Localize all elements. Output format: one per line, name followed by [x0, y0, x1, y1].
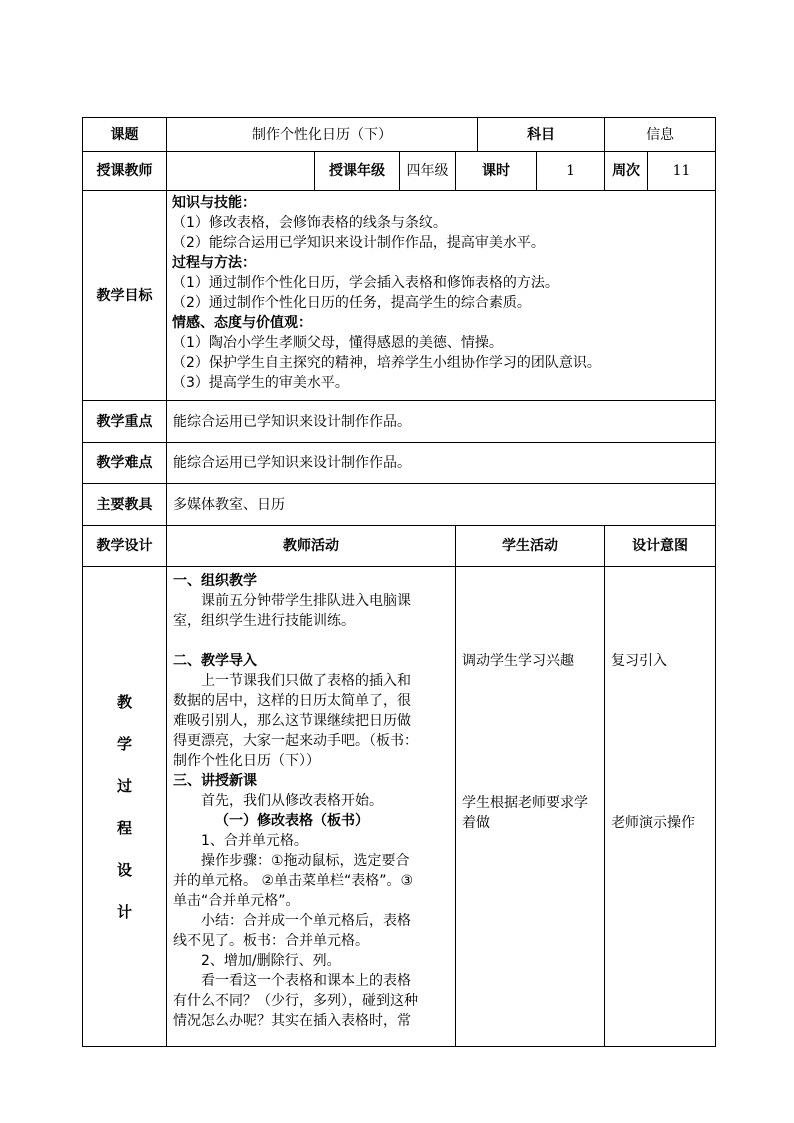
- activity-line: 首先，我们从修改表格开始。: [201, 793, 383, 809]
- design-intent-1: 复习引入: [611, 653, 668, 669]
- objective-heading: 过程与方法：: [172, 255, 256, 271]
- tools-label: 主要教具: [83, 484, 167, 526]
- difficulty-row: [83, 443, 716, 484]
- objective-item: （1）通过制作个性化日历，学会插入表格和修饰表格的方法。: [172, 275, 559, 291]
- activity-line: 有什么不同？（少行，多列），碰到这种: [173, 993, 418, 1009]
- subject-value: 信息: [605, 118, 716, 152]
- activity-line: [173, 631, 451, 651]
- section-heading: 一、组织教学: [173, 573, 257, 589]
- teacher-activity-content: [167, 567, 456, 1047]
- activity-line: 小结：合并成一个单元格后，表格: [201, 913, 411, 929]
- spacer: [611, 671, 711, 813]
- week-value: 11: [648, 152, 716, 191]
- teacher-label: 授课教师: [83, 152, 167, 191]
- student-activity-2: 学生根据老师要求学着做: [462, 795, 588, 831]
- activity-line: 制作个性化日历（下））: [173, 753, 320, 769]
- objective-item: （2）能综合运用已学知识来设计制作作品，提高审美水平。: [172, 235, 545, 251]
- student-activity-1: 调动学生学习兴趣: [462, 653, 574, 669]
- activity-line: 得更漂亮，大家一起来动手吧。（板书：: [173, 733, 418, 749]
- hours-label: 课时: [456, 152, 537, 191]
- design-intent-content: [605, 567, 716, 1047]
- spacer: [462, 671, 600, 793]
- hours-value: 1: [537, 152, 605, 191]
- activity-line: 室，组织学生进行技能训练。: [173, 613, 355, 629]
- objective-item: （3）提高学生的审美水平。: [172, 375, 349, 391]
- key-point-label: 教学重点: [83, 401, 167, 443]
- design-intent-header: 设计意图: [605, 526, 716, 567]
- topic-value: 制作个性化日历（下）: [167, 118, 478, 152]
- grade-label: 授课年级: [315, 152, 400, 191]
- activity-line: 上一节课我们只做了表格的插入和: [201, 673, 411, 689]
- activity-line: 情况怎么办呢？其实在插入表格时，常: [173, 1013, 411, 1029]
- objectives-content: [167, 191, 716, 401]
- objective-heading: 情感、态度与价值观：: [172, 315, 312, 331]
- activity-line: 看一看这一个表格和课本上的表格: [201, 973, 411, 989]
- process-label: [83, 567, 167, 1047]
- objective-item: （2）通过制作个性化日历的任务，提高学生的综合素质。: [172, 295, 531, 311]
- section-heading: 三、讲授新课: [173, 773, 257, 789]
- objective-item: （1）修改表格，会修饰表格的线条与条纹。: [172, 215, 447, 231]
- difficulty-label: 教学难点: [83, 443, 167, 484]
- key-point-row: [83, 401, 716, 443]
- process-char: 过: [116, 776, 132, 795]
- process-char: 程: [116, 818, 132, 837]
- section-heading: 二、教学导入: [173, 653, 257, 669]
- objectives-label: 教学目标: [83, 191, 167, 401]
- process-row: [83, 567, 716, 1047]
- process-char: 计: [116, 902, 132, 921]
- grade-value: 四年级: [400, 152, 456, 191]
- objective-heading: 知识与技能：: [172, 195, 256, 211]
- process-char: 教: [116, 692, 132, 711]
- teacher-activity-header: 教师活动: [167, 526, 456, 567]
- subject-label: 科目: [478, 118, 605, 152]
- activity-line: 2、增加/删除行、列。: [201, 953, 341, 969]
- week-label: 周次: [605, 152, 648, 191]
- design-label: 教学设计: [83, 526, 167, 567]
- objectives-row: [83, 191, 716, 401]
- activity-line: 并的单元格。 ②单击菜单栏“表格”。③: [173, 873, 414, 889]
- activity-line: 1、合并单元格。: [201, 833, 308, 849]
- process-char: 设: [116, 860, 132, 879]
- topic-row: [83, 118, 716, 152]
- objective-item: （1）陶冶小学生孝顺父母，懂得感恩的美德、情操。: [172, 335, 503, 351]
- design-header-row: [83, 526, 716, 567]
- activity-line: 数据的居中，这样的日历太简单了，很: [173, 693, 411, 709]
- teacher-value: [167, 152, 315, 191]
- teacher-row: [83, 152, 716, 191]
- student-activity-content: [456, 567, 605, 1047]
- tools-row: [83, 484, 716, 526]
- key-point-value: 能综合运用已学知识来设计制作作品。: [167, 401, 716, 443]
- difficulty-value: 能综合运用已学知识来设计制作作品。: [167, 443, 716, 484]
- process-char: 学: [116, 734, 132, 753]
- student-activity-header: 学生活动: [456, 526, 605, 567]
- topic-label: 课题: [83, 118, 167, 152]
- objective-item: （2）保护学生自主探究的精神，培养学生小组协作学习的团队意识。: [172, 355, 601, 371]
- activity-line: 操作步骤：①拖动鼠标，选定要合: [201, 853, 410, 869]
- subsection-heading: （一）修改表格（板书）: [215, 813, 369, 829]
- activity-line: 单击“合并单元格”。: [173, 893, 300, 909]
- activity-line: 线不见了。板书：合并单元格。: [173, 933, 369, 949]
- activity-line: 课前五分钟带学生排队进入电脑课: [201, 593, 411, 609]
- lesson-plan-table: [82, 117, 716, 1047]
- activity-line: 难吸引别人，那么这节课继续把日历做: [173, 713, 411, 729]
- tools-value: 多媒体教室、日历: [167, 484, 716, 526]
- design-intent-2: 老师演示操作: [611, 815, 696, 831]
